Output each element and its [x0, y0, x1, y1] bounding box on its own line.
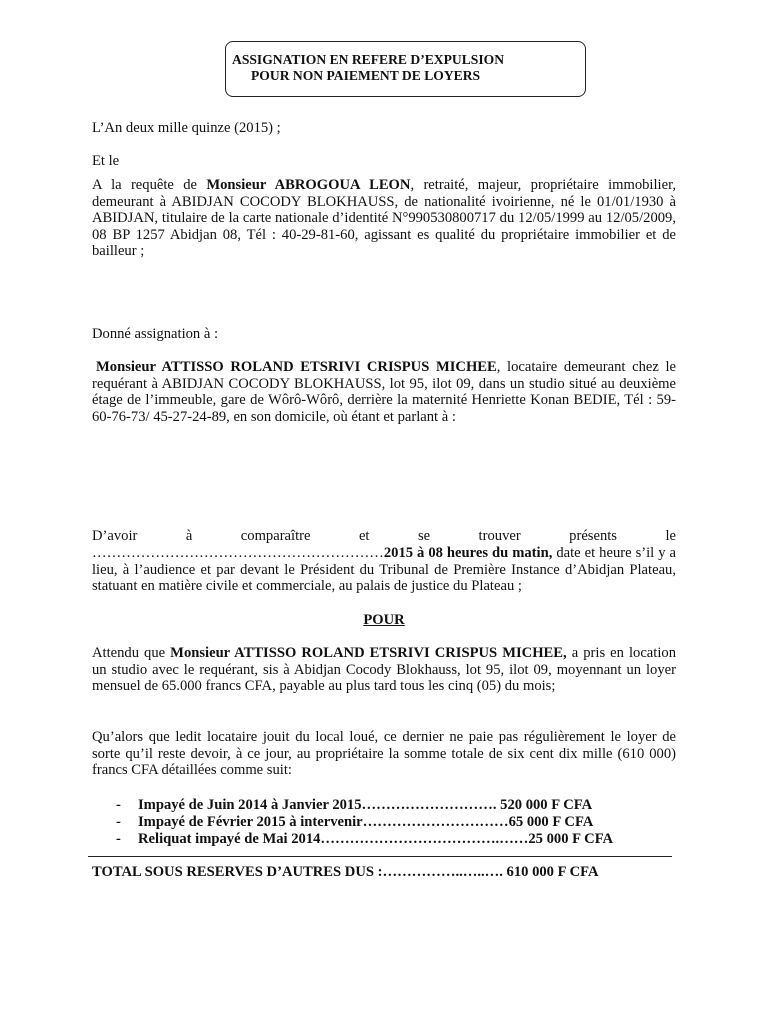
list-dash: -	[116, 814, 121, 830]
list-item	[116, 814, 593, 831]
pour-heading: POUR	[363, 612, 405, 628]
comparaitre-paragraph	[92, 545, 676, 595]
list-item	[116, 797, 592, 814]
comparaitre-rest: s’il y a lieu, à l’audience et par devant le Président du Tribunal de Première Instance d’Abidjan Plateau, statuant en matière civile et commerciale, au palais de justice du Plateau ;	[92, 545, 676, 595]
attendu-paragraph	[92, 645, 676, 695]
date-line: L’An deux mille quinze (2015) ;	[92, 120, 281, 136]
requerant-name: Monsieur ABROGOUA LEON	[206, 177, 411, 193]
requete-prefix: A la requête de	[92, 177, 207, 193]
total-line: TOTAL SOUS RESERVES D’AUTRES DUS :……………..…..…. 610 000 F CFA	[92, 864, 599, 880]
attendu-prefix: Attendu que	[92, 645, 171, 661]
requete-paragraph	[92, 177, 676, 260]
attendu-text: a pris en location un studio avec le requérant, sis à Abidjan Cocody Blokhauss, lot 95, ilot 09, moyennant un loyer mensuel de 65.000 francs CFA, payable au plus tard tous les cinq (05) du mois;	[92, 645, 676, 695]
list-item-label: Reliquat impayé de Mai 2014……………………………….……25 000 F CFA	[138, 831, 614, 847]
list-dash: -	[116, 831, 121, 847]
list-item-label: Impayé de Février 2015 à intervenir…………………………65 000 F CFA	[138, 814, 594, 830]
list-item	[116, 831, 613, 848]
audience-date: 2015 à 08 heures du matin,	[383, 545, 553, 561]
et-le-line: Et le	[92, 153, 120, 169]
requete-text: , retraité, majeur, propriétaire immobilier, demeurant à ABIDJAN COCODY BLOKHAUSS, de nationalité ivoirienne, né le 01/01/1930 à ABIDJAN, titulaire de la carte nationale d’identité N°990530800717 du 12/05/1999 au 12/05/2009, 08 BP 1257 Abidjan 08, Tél : 40-29-81-60, agissant es qualité du propriétaire immobilier et de bailleur ;	[92, 177, 676, 260]
attendu-name: Monsieur ATTISSO ROLAND ETSRIVI CRISPUS MICHEE,	[170, 645, 567, 661]
qualors-paragraph: Qu’alors que ledit locataire jouit du local loué, ce dernier ne paie pas régulièrement le loyer de sorte qu’il reste devoir, à ce jour, au propriétaire la somme totale de six cent dix mille (610 000) francs CFA détaillées comme suit:	[92, 729, 676, 779]
list-item-label: Impayé de Juin 2014 à Janvier 2015………………………. 520 000 F CFA	[138, 797, 593, 813]
list-dash: -	[116, 797, 121, 813]
title-line-1: ASSIGNATION EN REFERE D’EXPULSION	[232, 52, 505, 67]
defendeur-text: , locataire demeurant chez le requérant à ABIDJAN COCODY BLOKHAUSS, lot 95, ilot 09, dans un studio situé au deuxième étage de l’immeuble, gare de Wôrô-Wôrô, derrière la maternité Henriette Konan BEDIE, Tél : 59-60-76-73/ 45-27-24-89, en son domicile, où étant et parlant à :	[92, 359, 676, 425]
defendeur-name: Monsieur ATTISSO ROLAND ETSRIVI CRISPUS MICHEE	[96, 359, 497, 375]
date-dots: ……………………………………………………	[92, 545, 384, 561]
defendeur-paragraph	[92, 359, 676, 425]
title-line-2: POUR NON PAIEMENT DE LOYERS	[251, 68, 481, 83]
total-divider	[88, 856, 672, 857]
donne-assignation-line: Donné assignation à :	[92, 326, 219, 342]
comparaitre-first-line: D’avoir à comparaître et se trouver présents le	[92, 528, 676, 544]
comparaitre-after-date: date et heure	[552, 545, 632, 561]
